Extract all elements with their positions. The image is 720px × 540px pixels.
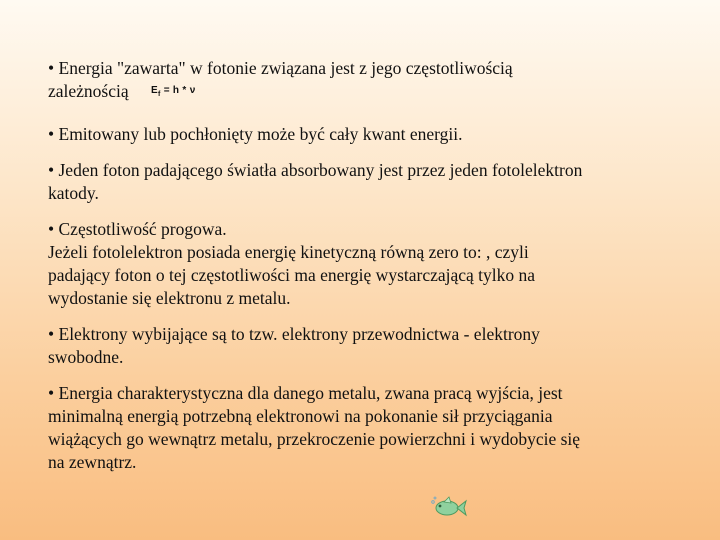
- bullet-line: [48, 80, 678, 110]
- fish-bubble: [432, 501, 435, 504]
- bullet-photon-energy: [48, 57, 678, 110]
- bullet-line-text: zależnością: [48, 81, 129, 101]
- formula-subscript: f: [158, 91, 161, 98]
- fish-tail: [457, 501, 466, 515]
- bullet-line: na zewnątrz.: [48, 452, 137, 472]
- bullet-line: Jeżeli fotolelektron posiada energię kinetyczną równą zero to: , czyli: [48, 242, 529, 262]
- bullet-line: wiążących go wewnątrz metalu, przekroczenie powierzchni i wydobycie się: [48, 429, 581, 449]
- bullet-threshold-frequency: [48, 218, 678, 310]
- bullet-line: wydostanie się elektronu z metalu.: [48, 288, 291, 308]
- bullet-quantum: [48, 123, 678, 146]
- bullet-work-function: [48, 382, 678, 474]
- formula-ef-equals-h-nu: [151, 79, 196, 106]
- bullet-line: • Energia "zawarta" w fotonie związana jest z jego częstotliwością: [48, 58, 513, 78]
- bullet-line: • Elektrony wybijające są to tzw. elektrony przewodnictwa - elektrony: [48, 324, 540, 344]
- slide-content: [48, 57, 678, 487]
- bullet-line: swobodne.: [48, 347, 124, 367]
- bullet-line: • Jeden foton padającego światła absorbowany jest przez jeden fotolelektron: [48, 160, 583, 180]
- bullet-line: • Emitowany lub pochłonięty może być cały kwant energii.: [48, 124, 463, 144]
- fish-bubble: [434, 497, 436, 499]
- bullet-free-electrons: [48, 323, 678, 369]
- bullet-line: padający foton o tej częstotliwości ma energię wystarczającą tylko na: [48, 265, 536, 285]
- bullet-line: katody.: [48, 183, 99, 203]
- fish-fin: [444, 497, 451, 503]
- bullet-line: • Energia charakterystyczna dla danego metalu, zwana pracą wyjścia, jest: [48, 383, 563, 403]
- fish-icon[interactable]: [430, 495, 468, 521]
- bullet-line: minimalną energią potrzebną elektronowi na pokonanie sił przyciągania: [48, 406, 553, 426]
- bullet-one-photon: [48, 159, 678, 205]
- bullet-line: • Częstotliwość progowa.: [48, 219, 227, 239]
- fish-eye: [439, 505, 442, 508]
- formula-symbol: E: [151, 85, 158, 96]
- fish-body: [436, 501, 458, 515]
- formula-rest: = h * ν: [160, 85, 196, 96]
